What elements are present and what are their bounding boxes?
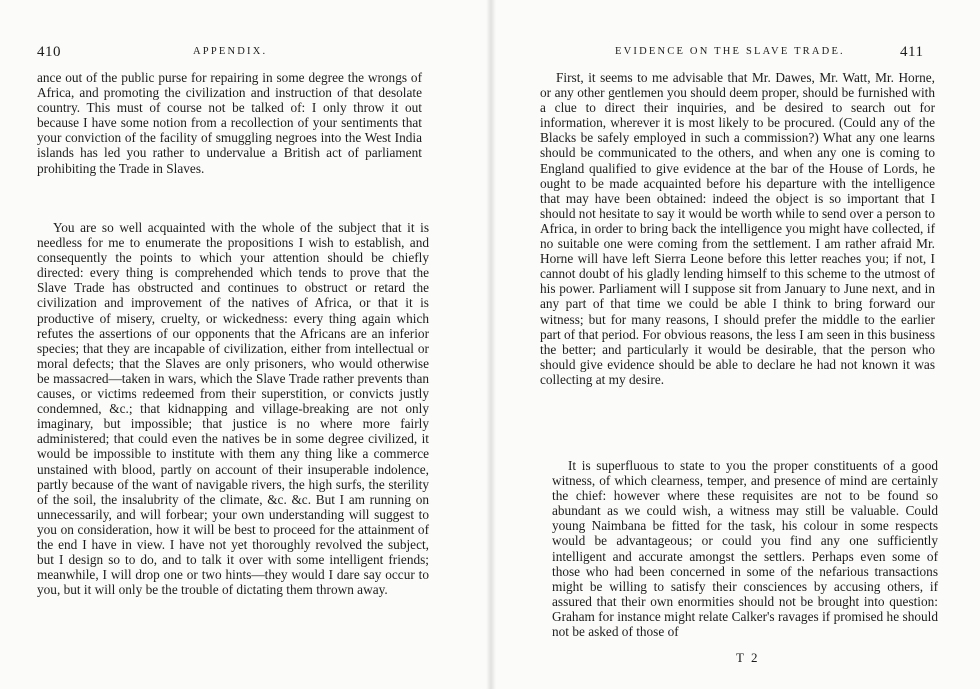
paragraph: You are so well acquainted with the whole of the subject that it is needless for me to enumerate the propositions I wish to establish, and consequently the points to which your attention should be chiefly directed: every thing is comprehended which tends to prove that the Slave Trade has obstructed and continues to obstruct or retard the civilization and improvement of the natives of Africa, or that it is productive of misery, cruelty, or wickedness: every thing again which refutes the assertions of our opponents that the Africans are an inferior species; that they are incapable of civilization, either from intellectual or moral defects; that the Slaves are only prisoners, who would otherwise be massacred—taken in wars, which the Slave Trade rather prevents than causes, or victims redeemed from their superstition, or convicts justly condemned, &c.; that kidnapping and village-breaking are not only imaginary, but impossible; that justice is no where more fairly administered; that could even the natives be in some degree civilized, it would be impossible to institute with them any thing like a commerce unstained with blood, partly on account of their insuperable indolence, partly because of the want of navigable rivers, the high surfs, the sterility of the soil, the insalubrity of the climate, &c. &c. But I am running on unnecessarily, and will forbear; your own understanding will suggest to you on consideration, how it will be best to proceed for the attainment of the end I have in view. I have not yet thoroughly revolved the subject, but I design so to do, and to talk it over with some intelligent friends; meanwhile, I will drop one or two hints—they would I dare say occur to you, but it will only be the trouble of dictating them thrown away. (37, 220, 429, 598)
signature-mark: T 2 (736, 650, 760, 665)
paragraph: ance out of the public purse for repairing in some degree the wrongs of Africa, and promoting the civilization and instruction of that desolate country. This must of course not be talked of: I only throw it out because I have some notion from a recollection of your sentiments that your conviction of the facility of smuggling negroes into the West India islands has led you rather to undervalue a British act of parliament prohibiting the Trade in Slaves. (37, 70, 422, 176)
running-head: EVIDENCE ON THE SLAVE TRADE. (615, 46, 845, 57)
paragraph: It is superfluous to state to you the proper constituents of a good witness, of which clearness, temper, and presence of mind are certainly the chief: however where these requisites are not to be found so abundant as we could wish, a witness may still be valuable. Could young Naimbana be fitted for the task, his colour in some respects would be advantageous; or could you find any one sufficiently intelligent and accurate amongst the settlers. Perhaps even some of those who had been concerned in some of the nefarious transactions might be willing to satisfy their consciences by accusing others, if assured that their own enormities should not be brought into question: Graham for instance might relate Calker's ravages if promised he should not be asked of those of (552, 458, 938, 640)
paragraph: First, it seems to me advisable that Mr. Dawes, Mr. Watt, Mr. Horne, or any other gentlemen you should deem proper, should be furnished with a clue to direct their inquiries, and be desired to search out for information, wherever it is most likely to be procured. (Could any of the Blacks be safely employed in such a commission?) What any one learns should be communicated to the others, and when any one is coming to England qualified to give evidence at the bar of the House of Lords, he ought to be made acquainted before his departure with the intelligence that may have been obtained: indeed the object is so important that I should not hesitate to say it would be worth while to send over a person to Africa, in order to bring back the intelligence you might have collected, if no suitable one were coming from the settlement. I am rather afraid Mr. Horne will have left Sierra Leone before this letter reaches you; if not, I cannot doubt of his gladly lending himself to this scheme to the utmost of his power. Parliament will I suppose sit from January to June next, and in any part of that time we could be able I think to bring forward our witness; but for many reasons, I should prefer the middle to the earlier part of that period. For obvious reasons, the less I am seen in this business the better; and particularly it would be desirable, that the person who should give evidence should be able to declare he had not known it was collecting at my desire. (540, 70, 935, 387)
body-text (37, 70, 422, 176)
body-text (552, 458, 938, 639)
right-page (490, 0, 980, 689)
page-number: 410 (37, 44, 61, 60)
body-text (37, 220, 429, 597)
page-number: 411 (900, 44, 924, 60)
body-text (540, 70, 935, 387)
running-head: APPENDIX. (193, 46, 268, 57)
